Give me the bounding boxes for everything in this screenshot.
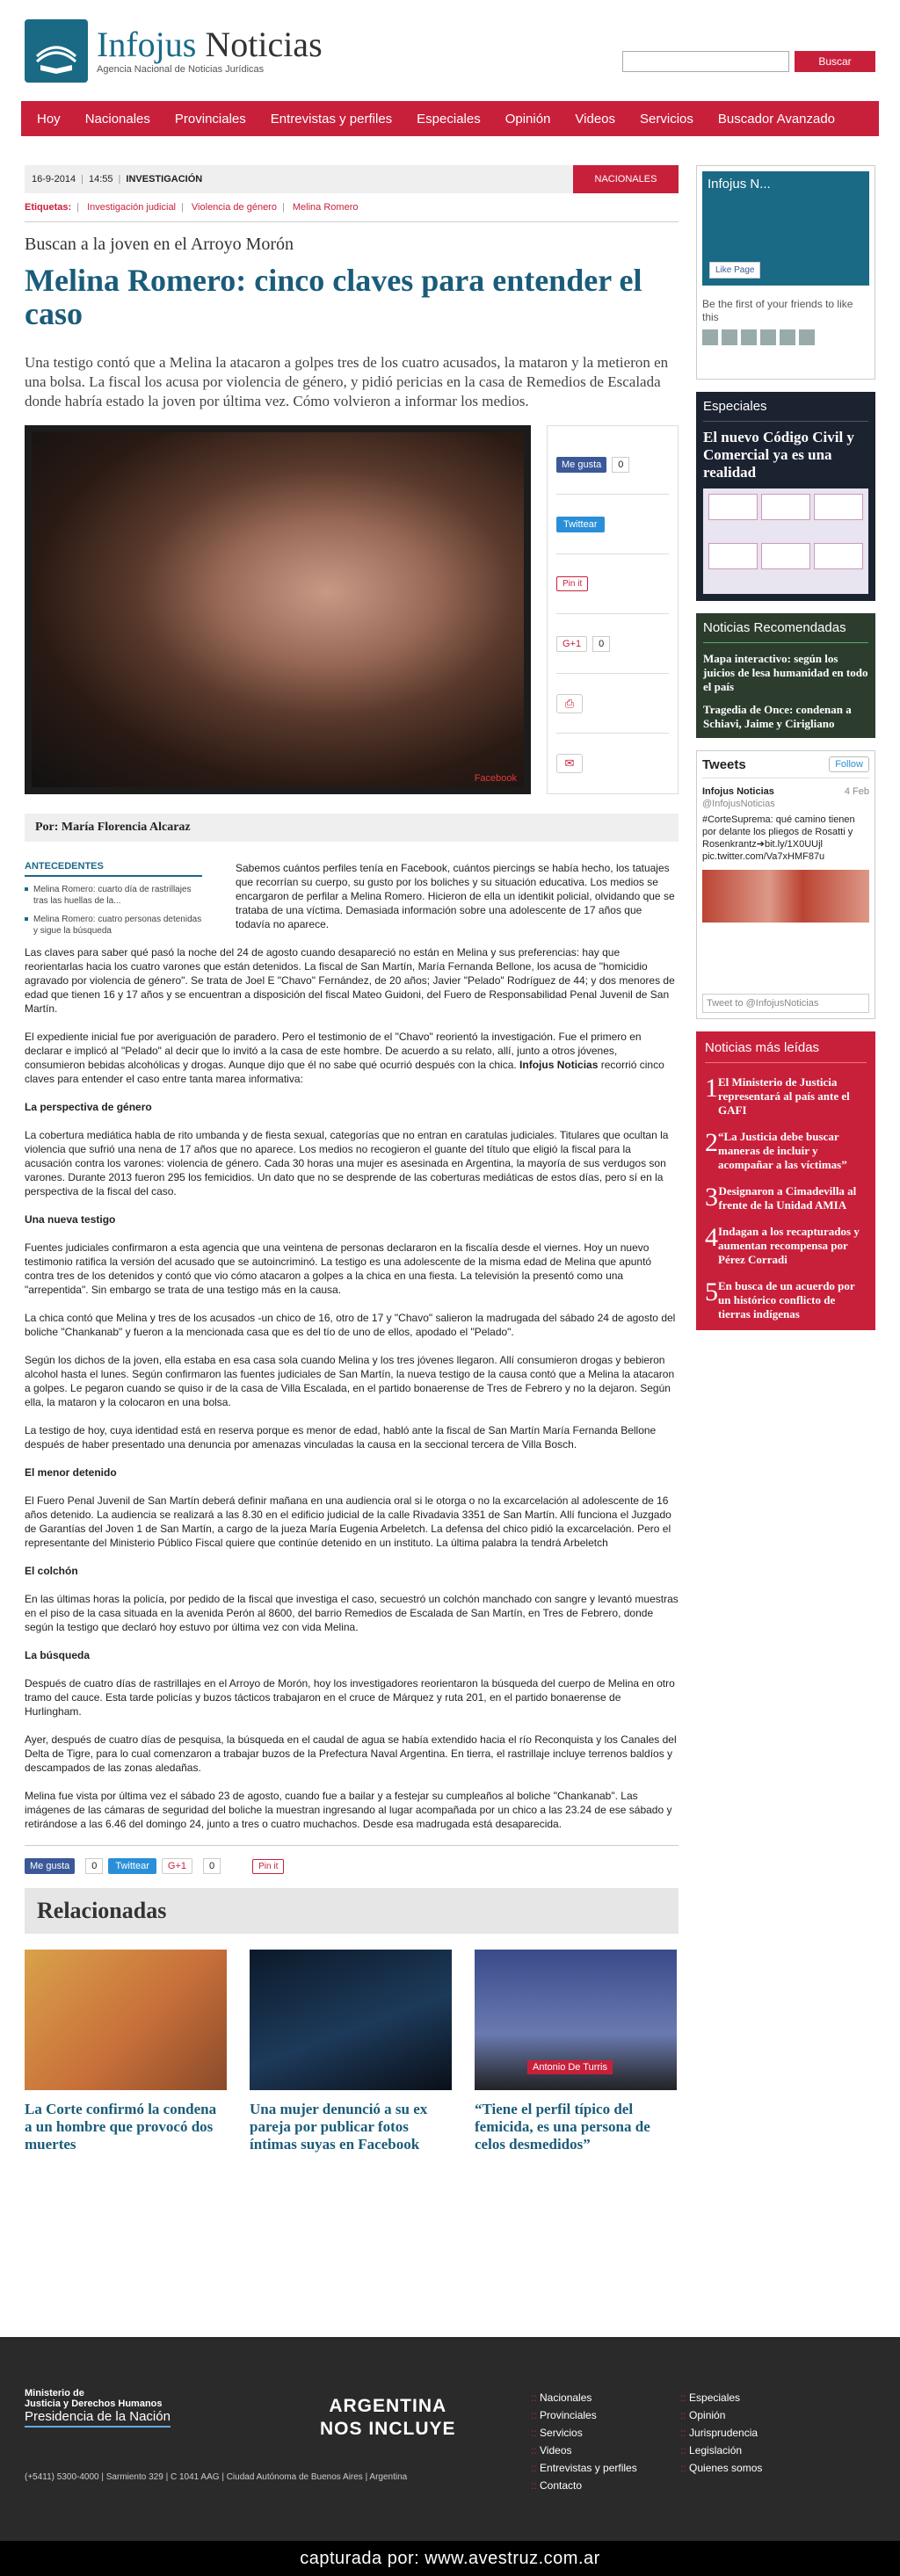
subheading: El menor detenido (25, 1466, 117, 1479)
facebook-widget (696, 165, 875, 380)
especiales-headline[interactable]: El nuevo Código Civil y Comercial ya es una realidad (703, 429, 854, 481)
footer-link[interactable]: :: Especiales (680, 2391, 830, 2404)
most-read-widget (696, 1031, 875, 1330)
tweet-text: #CorteSuprema: qué camino tienen por delante los pliegos de Rosatti y Rosenkrantz➔bit.ly/1X0UUjl pic.twitter.com/Va7xHMF87u (702, 814, 855, 862)
tweet-date: 4 Feb (844, 786, 869, 797)
facebook-like-button[interactable]: Me gusta (25, 1858, 75, 1874)
subheading: La perspectiva de género (25, 1101, 152, 1113)
tags-bar: Etiquetas: | Investigación judicial | Violencia de género | Melina Romero (25, 193, 679, 222)
footer-link[interactable]: :: Opinión (680, 2409, 830, 2421)
most-read-headline[interactable]: Indagan a los recapturados y aumentan recompensa por Pérez Corradi (718, 1225, 860, 1266)
tweets-title: Tweets (702, 756, 746, 772)
paragraph: El Fuero Penal Juvenil de San Martín deberá definir mañana en una audiencia oral si le otorga o no la excarcelación al adolescente de 16 años detenido. La audiencia se realizará a las 8.30 en el edificio judicial de la calle Rivadavia 3351 de San Martín. Allí funciona el Juzgado de Garantías del Joven 1 de San Martín, a cargo de la jueza María Eugenia Arbeletch. La defensa del chico pidió la excarcelación. Pero el representante del Ministerio Público Fiscal quiere que continúe detenido en un instituto. La última palabra la tendrá Arbeletch (25, 1494, 671, 1549)
related-image (250, 1950, 452, 2090)
email-icon[interactable]: ✉ (556, 754, 583, 773)
related-image (25, 1950, 227, 2090)
footer-links (531, 2391, 830, 2492)
nav-item[interactable]: Opinión (504, 111, 551, 127)
follow-button[interactable]: Follow (829, 756, 869, 772)
nav-item[interactable]: Especiales (417, 111, 481, 127)
paragraph: Melina fue vista por última vez el sábado 23 de agosto, cuando fue a bailar y a festejar su cumpleaños al boliche "Chankanab". Las imágenes de las cámaras de seguridad del boliche la muestran ingresando al lugar acompañada por un chico a las 23.24 de ese sábado y retirándose a las 6.46 del domingo 24, junto a tres o cuatro muchachos. Desde esa madrugada está desaparecida. (25, 1790, 672, 1830)
like-count: 0 (85, 1858, 103, 1874)
org-line: Presidencia de la Nación (25, 2409, 171, 2428)
tweet-handle: @InfojusNoticias (702, 799, 775, 809)
rank-number: 1 (705, 1074, 718, 1103)
footer-link[interactable]: :: Videos (531, 2444, 680, 2457)
tweet-button[interactable]: Twittear (108, 1858, 156, 1874)
article-column (25, 165, 679, 2153)
paragraph: Después de cuatro días de rastrillajes en el Arroyo de Morón, hoy los investigadores reorientaron la búsqueda del cuerpo de Melina en otro tramo del cauce. Esta tarde policías y buzos tácticos trabajaron en el cruce de Márquez y ruta 201, en el partido bonaerense de Hurlingham. (25, 1677, 675, 1718)
especiales-image[interactable] (703, 488, 868, 594)
site-footer (0, 2337, 900, 2576)
paragraph: En las últimas horas la policía, por pedido de la fiscal que investiga el caso, secuestró un colchón manchado con sangre y levantó muestras en el piso de la casa situada en la avenida Perón al 8600, del barrio Remedios de Escalada de San Martín, en Tres de Febrero, donde según la testigo que declaró hoy estuvo por última vez con vida Melina. (25, 1593, 679, 1633)
paragraph: Ayer, después de cuatro días de pesquisa, la búsqueda en el caudal de agua se había extendido hacia el río Reconquista y los Canales del Delta de Tigre, para lo cual comenzaron a trabajar buzos de la Prefectura Naval Argentina. En tierra, el rastrillaje incluye terrenos baldíos y descampados de las zonas aledañas. (25, 1733, 677, 1774)
most-read-title: Noticias más leídas (705, 1040, 867, 1063)
sidebar (696, 165, 875, 1342)
most-read-item[interactable] (705, 1075, 867, 1118)
subheading: La búsqueda (25, 1649, 91, 1661)
antecedentes-title: ANTECEDENTES (25, 861, 202, 877)
footer-link[interactable]: :: Quienes somos (680, 2462, 830, 2474)
nav-item[interactable]: Provinciales (174, 111, 246, 127)
related-image-caption: Antonio De Turris (527, 2060, 613, 2074)
article-time: 14:55 (89, 174, 113, 185)
category-badge[interactable]: NACIONALES (573, 165, 679, 193)
especiales-widget (696, 392, 875, 601)
antecedente-link[interactable]: Melina Romero: cuatro personas detenidas y sigue la búsqueda (25, 914, 202, 937)
most-read-item[interactable] (705, 1225, 867, 1267)
google-plus-button[interactable]: G+1 (162, 1858, 192, 1874)
main-nav (21, 101, 879, 136)
related-item[interactable] (250, 1950, 452, 2153)
subheading: El colchón (25, 1565, 78, 1577)
tweet-user[interactable]: Infojus Noticias (702, 786, 774, 797)
pinterest-button[interactable]: Pin it (556, 576, 588, 591)
article-kicker: Buscan a la joven en el Arroyo Morón (25, 235, 294, 254)
nav-item[interactable]: Nacionales (84, 111, 150, 127)
book-logo-icon (25, 19, 88, 83)
related-item[interactable] (25, 1950, 227, 2153)
paragraph: La testigo de hoy, cuya identidad está en reserva porque es menor de edad, habló ante la fiscal de San Martín María Fernanda Bellone después de haber presentado una denuncia por amenazas vinculadas la causa en la seccional tercera de Villa Bosch. (25, 1424, 657, 1451)
gplus-count: 0 (203, 1858, 221, 1874)
page (11, 0, 889, 136)
paragraph: La cobertura mediática habla de rito umbanda y de fiesta sexual, categorías que no entran en caratulas judiciales. Titulares que ocultan la violencia que sufrió una nena de 17 años que no aparece. Los medios no recogieron el guante del título que eligió la fiscal para la acusación contra los varones: violencia de género. Cada 30 horas una mujer es asesinada en Argentina, la mayoría de sus verdugos son varones. Durante 2013 fueron 295 los femicidios. Un dato que no se desprende de las coberturas mediáticas de estos días, pero sí en la perspectiva de la fiscal del caso. (25, 1129, 669, 1198)
related-headline[interactable]: La Corte confirmó la condena a un hombre que provocó dos muertes (25, 2101, 217, 2153)
bottom-share-bar (25, 1845, 679, 1874)
most-read-headline[interactable]: En busca de un acuerdo por un histórico conflicto de tierras indígenas (718, 1279, 855, 1321)
antecedente-link[interactable]: Melina Romero: cuarto día de rastrillajes tras las huellas de la... (25, 884, 202, 907)
most-read-item[interactable] (705, 1130, 867, 1172)
antecedentes-box (25, 861, 202, 937)
photo-credit: Facebook (474, 773, 517, 784)
article-body (25, 861, 679, 1831)
especiales-title: Especiales (703, 399, 868, 422)
related-title: Relacionadas (25, 1888, 679, 1934)
paragraph: Según los dichos de la joven, ella estaba en esa casa sola cuando Melina y los tres jóvenes llegaron. Allí consumieron drogas y bebieron alcohol hasta el lunes. Según confirmaron las fuentes judiciales de San Martín, la nueva testigo de la causa contó que a Melina la atacaron a golpes. Le pegaron cuando se quiso ir de la casa de Villa Escalada, en el partido bonaerense de Tres de Febrero y no la dejaron. Según ella, la mataron y la colocaron en una bolsa. (25, 1354, 675, 1408)
rank-number: 5 (705, 1277, 718, 1306)
tweet-image[interactable] (702, 870, 869, 923)
nav-item[interactable]: Servicios (640, 111, 693, 127)
related-image (475, 1950, 677, 2090)
twitter-widget (696, 750, 875, 1019)
article-title: Melina Romero: cinco claves para entender el caso (25, 263, 642, 331)
nav-item[interactable]: Buscador Avanzado (717, 111, 836, 127)
share-panel (547, 425, 679, 794)
footer-link[interactable]: :: Servicios (531, 2427, 680, 2439)
footer-link[interactable]: :: Nacionales (531, 2391, 680, 2404)
most-read-item[interactable] (705, 1184, 867, 1212)
recommended-title: Noticias Recomendadas (703, 620, 868, 643)
related-section (25, 1888, 679, 2153)
search-form (622, 51, 875, 72)
tag-link[interactable]: Investigación judicial (87, 202, 176, 213)
pinterest-button[interactable]: Pin it (252, 1859, 284, 1874)
brand-name: Infojus Noticias (97, 25, 323, 64)
capture-credit: capturada por: www.avestruz.com.ar (0, 2541, 900, 2576)
recommended-link[interactable]: Tragedia de Once: condenan a Schiavi, Jaime y Cirigliano (703, 703, 852, 730)
recommended-link[interactable]: Mapa interactivo: según los juicios de lesa humanidad en todo el país (703, 652, 868, 693)
article-lead: Una testigo contó que a Melina la atacaron a golpes tres de los cuatro acusados, la mataron y la metieron en una bolsa. La fiscal los acusa por violencia de género, y pidió pericias en la casa de Remedios de Escalada donde habría estado la joven por última vez. Cómo volvieron a informar los medios. (25, 354, 669, 409)
related-item[interactable] (475, 1950, 677, 2153)
rank-number: 4 (705, 1223, 718, 1252)
argentina-logo: ARGENTINA NOS INCLUYE (320, 2396, 456, 2439)
article-section: INVESTIGACIÓN (126, 174, 203, 185)
tag-link[interactable]: Melina Romero (292, 202, 359, 213)
google-plus-button[interactable]: G+1 (556, 636, 587, 652)
facebook-friends-text: Be the first of your friends to like this (702, 298, 853, 323)
paragraph: El expediente inicial fue por averiguación de paradero. Pero el testimonio de el "Chavo" reorientó la investigación. Fue el primero en declarar e implicó al "Pelado" al decir que lo invitó a la casa de este hombre. De acuerdo a su relato, allí, junto a otros jóvenes, consumieron bebidas alcohólicas y drogas. Aunque dijo que él no sabe qué ocurrió después con la chica. Infojus Noticias recorrió cinco claves para entender el caso entre tanta marea informativa: (25, 1031, 664, 1085)
search-input[interactable] (622, 51, 789, 72)
related-headline[interactable]: “Tiene el perfil típico del femicida, es una persona de celos desmedidos” (475, 2101, 650, 2153)
paragraph: Sabemos cuántos perfiles tenía en Facebook, cuántos piercings se había hecho, los tatuajes que recorrían su cuerpo, su gusto por los boliches y su situación educativa. Los medios se encargaron de perfilar a Melina Romero. Hicieron de ella un identikit policial, olvidando que se trataba de una víctima. Demasiada información sobre una adolescente de 17 años que todavía no aparece. (236, 862, 675, 930)
tag-link[interactable]: Violencia de género (191, 202, 277, 213)
article-media (25, 425, 679, 794)
nav-item[interactable]: Videos (575, 111, 616, 127)
gplus-count: 0 (592, 636, 610, 652)
most-read-headline[interactable]: Designaron a Cimadevilla al frente de la Unidad AMIA (718, 1184, 857, 1212)
facebook-like-page-button[interactable]: Like Page (709, 262, 760, 279)
nav-item[interactable]: Hoy (37, 111, 61, 127)
footer-link[interactable]: :: Legislación (680, 2444, 830, 2457)
article-meta: 16-9-2014 | 14:55 | INVESTIGACIÓN NACIONALES (25, 165, 679, 193)
article-photo (25, 425, 531, 794)
related-headline[interactable]: Una mujer denunció a su ex pareja por publicar fotos íntimas suyas en Facebook (250, 2101, 428, 2153)
friends-avatars (702, 329, 869, 345)
subheading: Una nueva testigo (25, 1213, 116, 1226)
tweet-button[interactable]: Twittear (556, 517, 605, 532)
paragraph: La chica contó que Melina y tres de los acusados -un chico de 16, otro de 17 y "Chavo" salieron la madrugada del sábado 24 de agosto del boliche "Chankanab" y fueron a la mencionada casa que es del tío de uno de ellos, apodado el "Pelado". (25, 1312, 676, 1338)
org-line: Justicia y Derechos Humanos (25, 2399, 163, 2409)
article-date: 16-9-2014 (32, 174, 76, 185)
brand-tagline: Agencia Nacional de Noticias Jurídicas (97, 64, 265, 75)
org-line: Ministerio de (25, 2388, 84, 2399)
tweet (702, 785, 869, 923)
tweet-to-input[interactable]: Tweet to @InfojusNoticias (702, 994, 869, 1013)
rank-number: 3 (705, 1183, 718, 1212)
tags-label: Etiquetas: (25, 202, 72, 213)
print-icon[interactable]: ⎙ (556, 694, 583, 713)
footer-link[interactable]: :: Entrevistas y perfiles (531, 2462, 680, 2474)
recommended-widget (696, 613, 875, 738)
footer-address: (+5411) 5300-4000 | Sarmiento 329 | C 1041 AAG | Ciudad Autónoma de Buenos Aires | Argentina (25, 2472, 408, 2482)
search-button[interactable]: Buscar (795, 51, 875, 72)
paragraph: Fuentes judiciales confirmaron a esta agencia que una veintena de personas declararon en la fiscalía desde el viernes. Hoy un nuevo testimonio ratifica la versión del acusado que se autoincriminó. La testigo es una adolescente de la misma edad de Melina que apuntó contra tres de los detenidos y contó que vio cómo atacaron a golpes a la chica en una fiesta. La televisión la presentó como una "arrepentida". Sin embargo se trata de una testigo más en la causa. (25, 1241, 652, 1296)
rank-number: 2 (705, 1128, 718, 1157)
site-logo[interactable] (25, 19, 323, 83)
most-read-item[interactable] (705, 1279, 867, 1321)
footer-link[interactable]: :: Provinciales (531, 2409, 680, 2421)
like-count: 0 (612, 457, 629, 473)
paragraph: Las claves para saber qué pasó la noche del 24 de agosto cuando desapareció no están en Melina y sus preferencias: hay que reorientarlas hacia los cuatro varones que están detenidos. La fiscal de San Martín, María Fernanda Bellone, los acusa de "homicidio agravado por violencia de género". Se trata de Joel E "Chavo" Fernández, de 20 años; Javier "Pelado" Rodríguez de 44; y dos menores de edad que tienen 16 y 17 años y se encuentran a disposición del fiscal Mateo Guidoni, del Fuero de Responsabilidad Penal Juvenil de San Martín. (25, 946, 675, 1015)
most-read-headline[interactable]: “La Justicia debe buscar maneras de incluir y acompañar a las víctimas” (718, 1130, 847, 1171)
article-author: Por: María Florencia Alcaraz (25, 814, 679, 842)
ministry-logo[interactable] (25, 2388, 171, 2428)
site-header (11, 0, 889, 101)
footer-link[interactable]: :: Contacto (531, 2479, 680, 2492)
most-read-headline[interactable]: El Ministerio de Justicia representará al país ante el GAFI (718, 1075, 850, 1117)
facebook-page-name[interactable]: Infojus N... (708, 177, 771, 192)
footer-link[interactable]: :: Jurisprudencia (680, 2427, 830, 2439)
nav-item[interactable]: Entrevistas y perfiles (270, 111, 393, 127)
facebook-like-button[interactable]: Me gusta (556, 457, 606, 473)
